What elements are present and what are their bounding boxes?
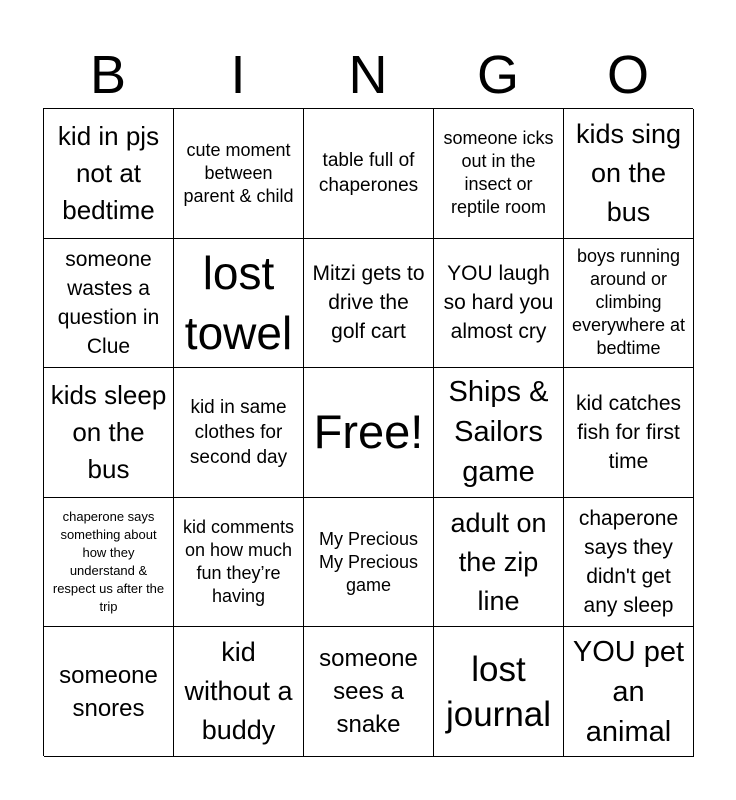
header-letter-o: O <box>606 45 649 105</box>
header-letter-i: I <box>230 45 246 105</box>
bingo-cell[interactable]: someone sees a snake <box>304 627 434 757</box>
bingo-cell[interactable]: lost journal <box>434 627 564 757</box>
bingo-cell[interactable]: boys running around or climbing everywhere at bedtime <box>564 239 694 369</box>
bingo-cell[interactable]: kid comments on how much fun they’re having <box>174 498 304 628</box>
bingo-cell[interactable]: Mitzi gets to drive the golf cart <box>304 239 434 369</box>
bingo-cell[interactable]: YOU pet an animal <box>564 627 694 757</box>
bingo-cell[interactable]: chaperone says they didn't get any sleep <box>564 498 694 628</box>
bingo-cell[interactable]: Ships & Sailors game <box>434 368 564 498</box>
bingo-cell[interactable]: YOU laugh so hard you almost cry <box>434 239 564 369</box>
bingo-cell[interactable]: cute moment between parent & child <box>174 109 304 239</box>
bingo-cell[interactable]: kid in pjs not at bedtime <box>44 109 174 239</box>
bingo-cell[interactable]: someone icks out in the insect or reptile room <box>434 109 564 239</box>
bingo-cell[interactable]: adult on the zip line <box>434 498 564 628</box>
bingo-cell[interactable]: lost towel <box>174 239 304 369</box>
header-letter-n: N <box>348 45 388 105</box>
bingo-cell[interactable]: someone snores <box>44 627 174 757</box>
header-letter-g: G <box>476 45 519 105</box>
bingo-grid <box>43 108 693 756</box>
bingo-cell[interactable]: kid catches fish for first time <box>564 368 694 498</box>
header-letter-b: B <box>89 45 127 105</box>
bingo-cell[interactable]: kids sleep on the bus <box>44 368 174 498</box>
free-space[interactable]: Free! <box>304 368 434 498</box>
bingo-cell[interactable]: table full of chaperones <box>304 109 434 239</box>
bingo-header <box>43 42 693 108</box>
bingo-cell[interactable]: kids sing on the bus <box>564 109 694 239</box>
bingo-cell[interactable]: My Precious My Precious game <box>304 498 434 628</box>
bingo-cell[interactable]: chaperone says something about how they understand & respect us after the trip <box>44 498 174 628</box>
bingo-cell[interactable]: kid in same clothes for second day <box>174 368 304 498</box>
bingo-cell[interactable]: kid without a buddy <box>174 627 304 757</box>
bingo-cell[interactable]: someone wastes a question in Clue <box>44 239 174 369</box>
